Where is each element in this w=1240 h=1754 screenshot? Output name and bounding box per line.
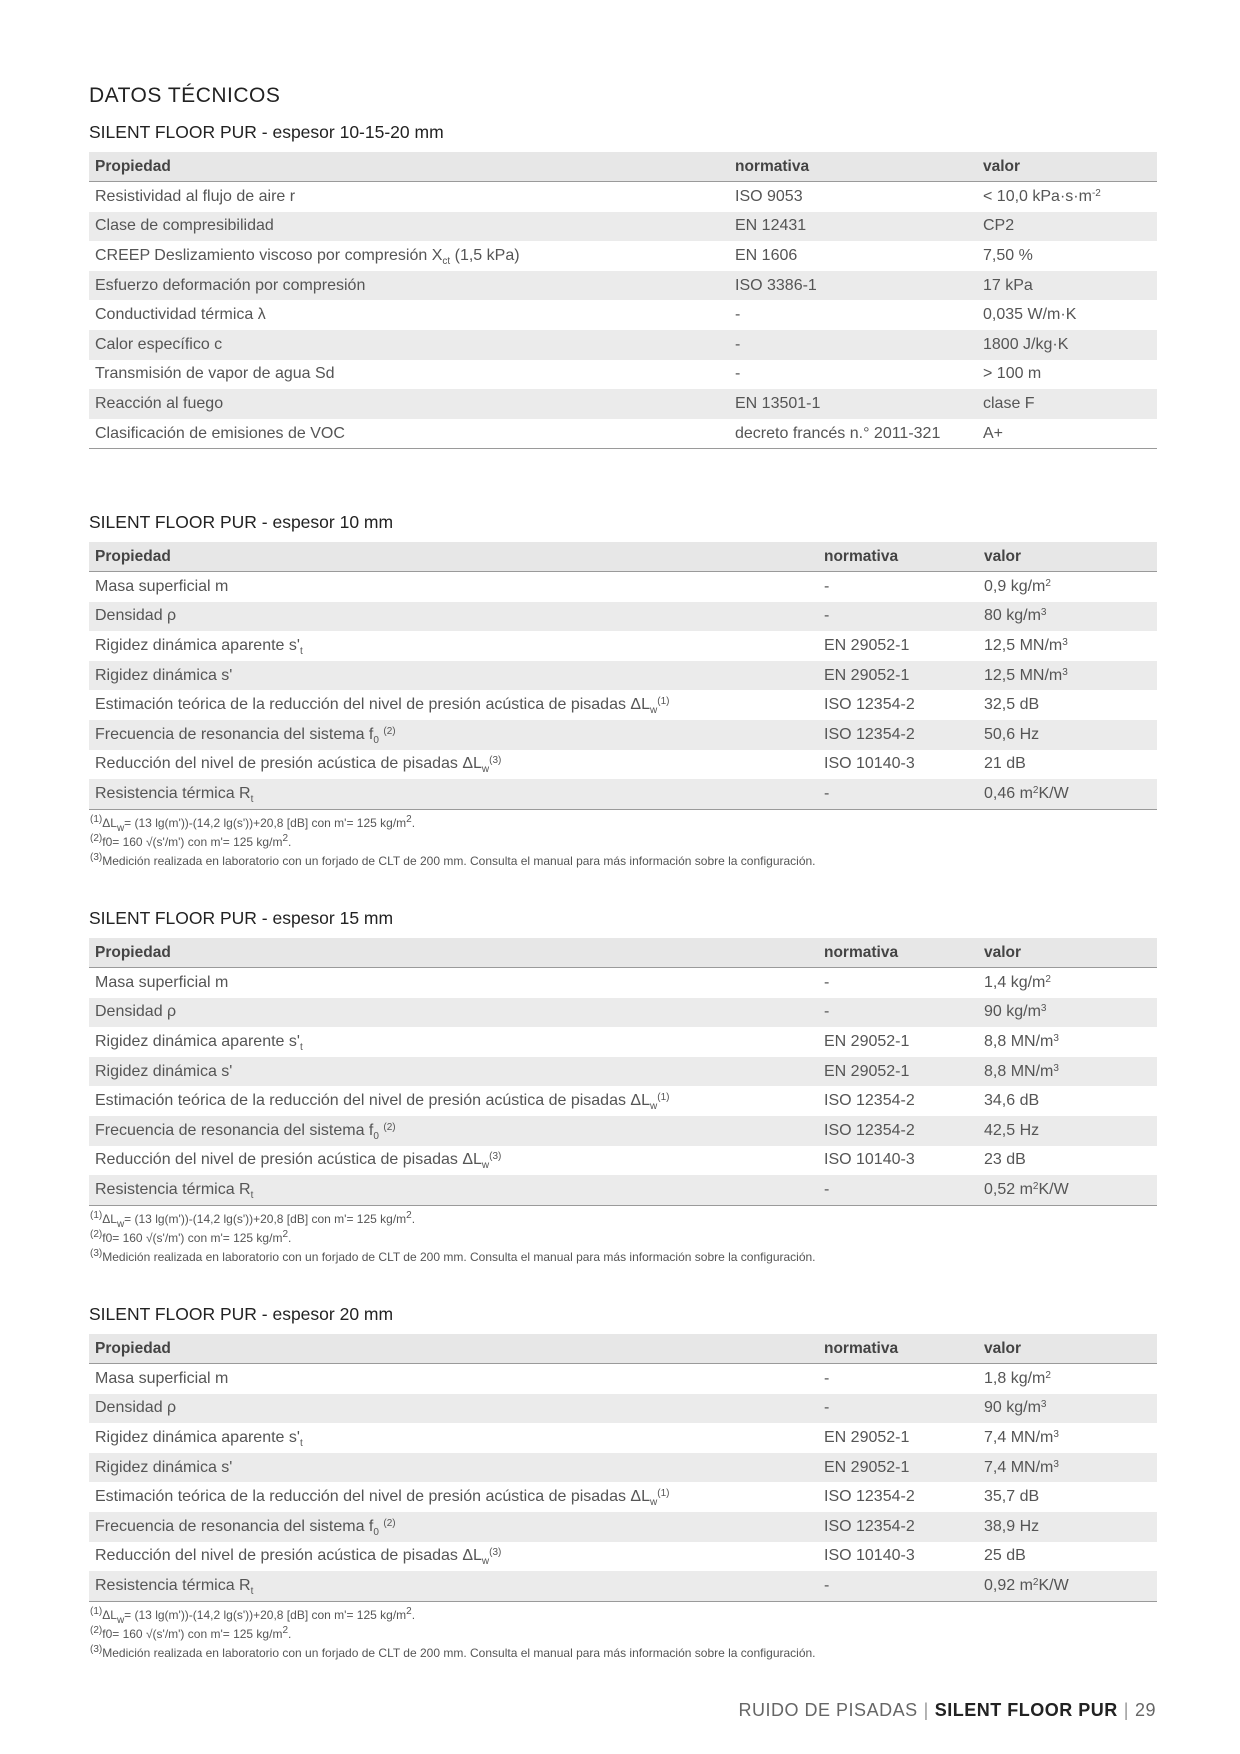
- header-value: valor: [978, 542, 1157, 572]
- header-value: valor: [978, 1334, 1157, 1364]
- header-standard: normativa: [818, 1334, 978, 1364]
- table-row: [89, 1175, 1157, 1205]
- cell-property: Frecuencia de resonancia del sistema $f_0$ $^{(2)}$: [89, 1512, 818, 1542]
- table-row: [89, 1086, 1157, 1116]
- cell-property: Clase de compresibilidad: [89, 212, 729, 242]
- cell-value: 23 dB: [984, 1151, 1026, 1169]
- cell-property: Rigidez dinámica s': [89, 661, 818, 691]
- cell-standard: ISO 12354-2: [824, 1488, 915, 1506]
- cell-value: 42,5 Hz: [978, 1116, 1157, 1146]
- cell-standard: ISO 3386-1: [729, 271, 977, 301]
- cell-property: Rigidez dinámica aparente $s'_t$: [95, 1032, 303, 1053]
- table-row: [89, 779, 1157, 809]
- cell-property: Masa superficial m: [95, 973, 229, 991]
- cell-value: 21 dB: [984, 755, 1026, 773]
- table-row: [89, 271, 1157, 301]
- table-row: [89, 419, 1157, 449]
- page-title: DATOS TÉCNICOS: [89, 84, 281, 107]
- table-row: [89, 1571, 1157, 1601]
- cell-value: clase F: [977, 389, 1157, 419]
- cell-value: 0,52 $m^2K/W$: [978, 1175, 1157, 1205]
- table-section-15mm: [89, 906, 1157, 1267]
- cell-standard: -: [818, 602, 978, 632]
- cell-standard: ISO 12354-2: [818, 1512, 978, 1542]
- cell-standard: -: [729, 330, 977, 360]
- cell-property: Resistividad al flujo de aire r: [95, 187, 296, 205]
- cell-value: 1,8 $kg/m^2$: [984, 1369, 1051, 1387]
- cell-value: 0,92 $m^2K/W$: [978, 1571, 1157, 1601]
- cell-property: Calor específico c: [89, 330, 729, 360]
- cell-property: Rigidez dinámica aparente $s'_t$: [95, 636, 303, 657]
- footnotes: [89, 1210, 1157, 1267]
- table-row: [89, 720, 1157, 750]
- cell-property: Densidad ρ: [89, 1394, 818, 1424]
- cell-property: Estimación teórica de la reducción del nivel de presión acústica de pisadas $\Delta L_w^{(1)}$: [95, 696, 670, 717]
- cell-standard: ISO 10140-3: [824, 755, 915, 773]
- footnote: $^{(2)}$f0= 160 √(s'/m') con m'= 125 $kg/m^2$.: [90, 832, 292, 849]
- cell-value: CP2: [977, 212, 1157, 242]
- cell-standard: -: [818, 1394, 978, 1424]
- cell-property: Resistencia térmica $R_t$: [89, 1175, 818, 1205]
- cell-value: 0,46 $m^2K/W$: [978, 779, 1157, 809]
- cell-property: Masa superficial m: [95, 577, 229, 595]
- cell-value: 0,9 $kg/m^2$: [984, 577, 1051, 595]
- section-title: SILENT FLOOR PUR - espesor 20 mm: [89, 1304, 394, 1324]
- cell-standard: -: [824, 973, 830, 991]
- cell-standard: EN 29052-1: [824, 1428, 910, 1446]
- table-row: [89, 300, 1157, 330]
- cell-property: Estimación teórica de la reducción del nivel de presión acústica de pisadas $\Delta L_w^{(1)}$: [95, 1488, 670, 1509]
- table-row: [89, 241, 1157, 271]
- footer-section: RUIDO DE PISADAS: [738, 1700, 918, 1720]
- header-property: Propiedad: [89, 152, 729, 182]
- footer-product: SILENT FLOOR PUR: [934, 1700, 1118, 1720]
- table-row: [89, 1394, 1157, 1424]
- cell-property: Rigidez dinámica s': [89, 1453, 818, 1483]
- footnotes: [89, 814, 1157, 871]
- table-section-general: [89, 120, 1157, 449]
- cell-standard: -: [818, 1571, 978, 1601]
- table-header-row: [89, 542, 1157, 572]
- cell-standard: EN 12431: [729, 212, 977, 242]
- cell-standard: EN 29052-1: [824, 636, 910, 654]
- table-row: [89, 212, 1157, 242]
- table-row: [89, 572, 1157, 602]
- table-row: [89, 968, 1157, 998]
- cell-standard: ISO 12354-2: [818, 720, 978, 750]
- cell-property: CREEP Deslizamiento viscoso por compresión $X_{ct}$ (1,5 kPa): [95, 246, 520, 267]
- footnote: $^{(2)}$f0= 160 √(s'/m') con m'= 125 $kg/m^2$.: [90, 1228, 292, 1245]
- cell-value: 17 kPa: [977, 271, 1157, 301]
- footnote: $^{(1)}\Delta L_w= (13$ lg(m'))-(14,2 lg(s'))+20,8 [dB] con m'= 125 $kg/m^2$.: [90, 813, 416, 834]
- cell-standard: ISO 10140-3: [824, 1151, 915, 1169]
- cell-property: Esfuerzo deformación por compresión: [89, 271, 729, 301]
- cell-value: 80 $kg/m^3$: [978, 602, 1157, 632]
- table-row: [89, 1482, 1157, 1512]
- table-row: [89, 1423, 1157, 1453]
- technical-data-table: [89, 542, 1157, 810]
- section-title: SILENT FLOOR PUR - espesor 15 mm: [89, 908, 394, 928]
- cell-value: 90 $kg/m^3$: [978, 1394, 1157, 1424]
- cell-standard: EN 13501-1: [729, 389, 977, 419]
- footnote: $^{(1)}\Delta L_w= (13$ lg(m'))-(14,2 lg(s'))+20,8 [dB] con m'= 125 $kg/m^2$.: [90, 1605, 416, 1626]
- cell-value: 34,6 dB: [984, 1092, 1040, 1110]
- cell-standard: ISO 12354-2: [824, 696, 915, 714]
- footnote: $^{(3)}$Medición realizada en laboratorio con un forjado de CLT de 200 mm. Consulta el manual para más información sobre la configuración.: [90, 1247, 816, 1264]
- cell-standard: -: [824, 1369, 830, 1387]
- cell-standard: -: [824, 577, 830, 595]
- footnotes: [89, 1606, 1157, 1663]
- cell-standard: -: [735, 365, 741, 383]
- header-property: Propiedad: [89, 938, 818, 968]
- table-row: [89, 1512, 1157, 1542]
- section-title: SILENT FLOOR PUR - espesor 10 mm: [89, 512, 394, 532]
- header-standard: normativa: [729, 152, 977, 182]
- technical-data-table: [89, 1334, 1157, 1602]
- cell-property: Densidad ρ: [89, 602, 818, 632]
- table-section-10mm: [89, 510, 1157, 871]
- cell-value: > 100 m: [983, 365, 1042, 383]
- cell-property: Estimación teórica de la reducción del nivel de presión acústica de pisadas $\Delta L_w^{(1)}$: [95, 1092, 670, 1113]
- cell-property: Densidad ρ: [89, 998, 818, 1028]
- cell-value: A+: [977, 419, 1157, 449]
- table-section-20mm: [89, 1302, 1157, 1663]
- section-title: SILENT FLOOR PUR - espesor 10-15-20 mm: [89, 122, 444, 142]
- cell-standard: decreto francés n.° 2011-321: [729, 419, 977, 449]
- cell-value: 38,9 Hz: [978, 1512, 1157, 1542]
- cell-value: 25 dB: [984, 1547, 1026, 1565]
- technical-data-table: [89, 152, 1157, 449]
- cell-standard: -: [735, 306, 741, 324]
- cell-property: Rigidez dinámica aparente $s'_t$: [95, 1428, 303, 1449]
- table-row: [89, 1116, 1157, 1146]
- table-row: [89, 1146, 1157, 1176]
- footnote: $^{(2)}$f0= 160 √(s'/m') con m'= 125 $kg/m^2$.: [90, 1624, 292, 1641]
- header-property: Propiedad: [89, 542, 818, 572]
- cell-value: 8,8 $MN/m^3$: [984, 1032, 1059, 1050]
- cell-standard: ISO 10140-3: [824, 1547, 915, 1565]
- cell-property: Clasificación de emisiones de VOC: [89, 419, 729, 449]
- page-footer: RUIDO DE PISADAS | SILENT FLOOR PUR | 29: [738, 1700, 1156, 1720]
- page-number: 29: [1134, 1700, 1156, 1720]
- table-row: [89, 389, 1157, 419]
- table-row: [89, 750, 1157, 780]
- cell-standard: ISO 9053: [735, 187, 803, 205]
- cell-standard: ISO 12354-2: [818, 1116, 978, 1146]
- cell-value: 12,5 $MN/m^3$: [978, 661, 1157, 691]
- table-row: [89, 631, 1157, 661]
- footnote: $^{(1)}\Delta L_w= (13$ lg(m'))-(14,2 lg(s'))+20,8 [dB] con m'= 125 $kg/m^2$.: [90, 1209, 416, 1230]
- table-row: [89, 1027, 1157, 1057]
- cell-standard: EN 1606: [735, 246, 798, 264]
- cell-standard: -: [818, 998, 978, 1028]
- table-header-row: [89, 938, 1157, 968]
- header-standard: normativa: [818, 542, 978, 572]
- cell-value: 12,5 $MN/m^3$: [984, 636, 1068, 654]
- table-row: [89, 998, 1157, 1028]
- table-header-row: [89, 152, 1157, 182]
- cell-standard: EN 29052-1: [824, 1032, 910, 1050]
- table-row: [89, 1542, 1157, 1572]
- cell-property: Reacción al fuego: [89, 389, 729, 419]
- cell-standard: ISO 12354-2: [824, 1092, 915, 1110]
- cell-property: Transmisión de vapor de agua Sd: [95, 365, 335, 383]
- cell-standard: EN 29052-1: [818, 1057, 978, 1087]
- cell-property: Frecuencia de resonancia del sistema $f_0$ $^{(2)}$: [89, 1116, 818, 1146]
- cell-property: Masa superficial m: [95, 1369, 229, 1387]
- cell-property: Reducción del nivel de presión acústica de pisadas $\Delta L_w^{(3)}$: [95, 755, 502, 776]
- table-row: [89, 1057, 1157, 1087]
- cell-value: 90 $kg/m^3$: [978, 998, 1157, 1028]
- table-row: [89, 1453, 1157, 1483]
- cell-property: Resistencia térmica $R_t$: [89, 1571, 818, 1601]
- cell-value: < 10,0 $kPa\cdot s\cdot m^{-2}$: [983, 187, 1101, 205]
- table-row: [89, 690, 1157, 720]
- cell-property: Resistencia térmica $R_t$: [89, 779, 818, 809]
- cell-value: 7,50 %: [983, 246, 1033, 264]
- cell-property: Reducción del nivel de presión acústica de pisadas $\Delta L_w^{(3)}$: [95, 1151, 502, 1172]
- footnote: $^{(3)}$Medición realizada en laboratorio con un forjado de CLT de 200 mm. Consulta el manual para más información sobre la configuración.: [90, 1643, 816, 1660]
- cell-value: 50,6 Hz: [978, 720, 1157, 750]
- cell-standard: EN 29052-1: [818, 1453, 978, 1483]
- header-value: valor: [978, 938, 1157, 968]
- cell-value: 0,035 W/m·K: [983, 306, 1077, 324]
- table-row: [89, 602, 1157, 632]
- cell-property: Rigidez dinámica s': [89, 1057, 818, 1087]
- cell-property: Reducción del nivel de presión acústica de pisadas $\Delta L_w^{(3)}$: [95, 1547, 502, 1568]
- table-header-row: [89, 1334, 1157, 1364]
- table-row: [89, 1364, 1157, 1394]
- cell-standard: EN 29052-1: [818, 661, 978, 691]
- header-property: Propiedad: [89, 1334, 818, 1364]
- cell-value: 1800 J/kg·K: [977, 330, 1157, 360]
- footnote: $^{(3)}$Medición realizada en laboratorio con un forjado de CLT de 200 mm. Consulta el manual para más información sobre la configuración.: [90, 851, 816, 868]
- cell-value: 8,8 $MN/m^3$: [978, 1057, 1157, 1087]
- header-value: valor: [977, 152, 1157, 182]
- cell-property: Frecuencia de resonancia del sistema $f_0$ $^{(2)}$: [89, 720, 818, 750]
- header-standard: normativa: [818, 938, 978, 968]
- table-row: [89, 182, 1157, 212]
- cell-standard: -: [818, 779, 978, 809]
- cell-standard: -: [818, 1175, 978, 1205]
- table-row: [89, 661, 1157, 691]
- cell-value: 1,4 $kg/m^2$: [984, 973, 1051, 991]
- table-row: [89, 360, 1157, 390]
- cell-value: 7,4 $MN/m^3$: [978, 1453, 1157, 1483]
- technical-data-table: [89, 938, 1157, 1206]
- cell-value: 32,5 dB: [984, 696, 1040, 714]
- cell-property: Conductividad térmica λ: [95, 306, 266, 324]
- cell-value: 7,4 $MN/m^3$: [984, 1428, 1059, 1446]
- cell-value: 35,7 dB: [984, 1488, 1040, 1506]
- table-row: [89, 330, 1157, 360]
